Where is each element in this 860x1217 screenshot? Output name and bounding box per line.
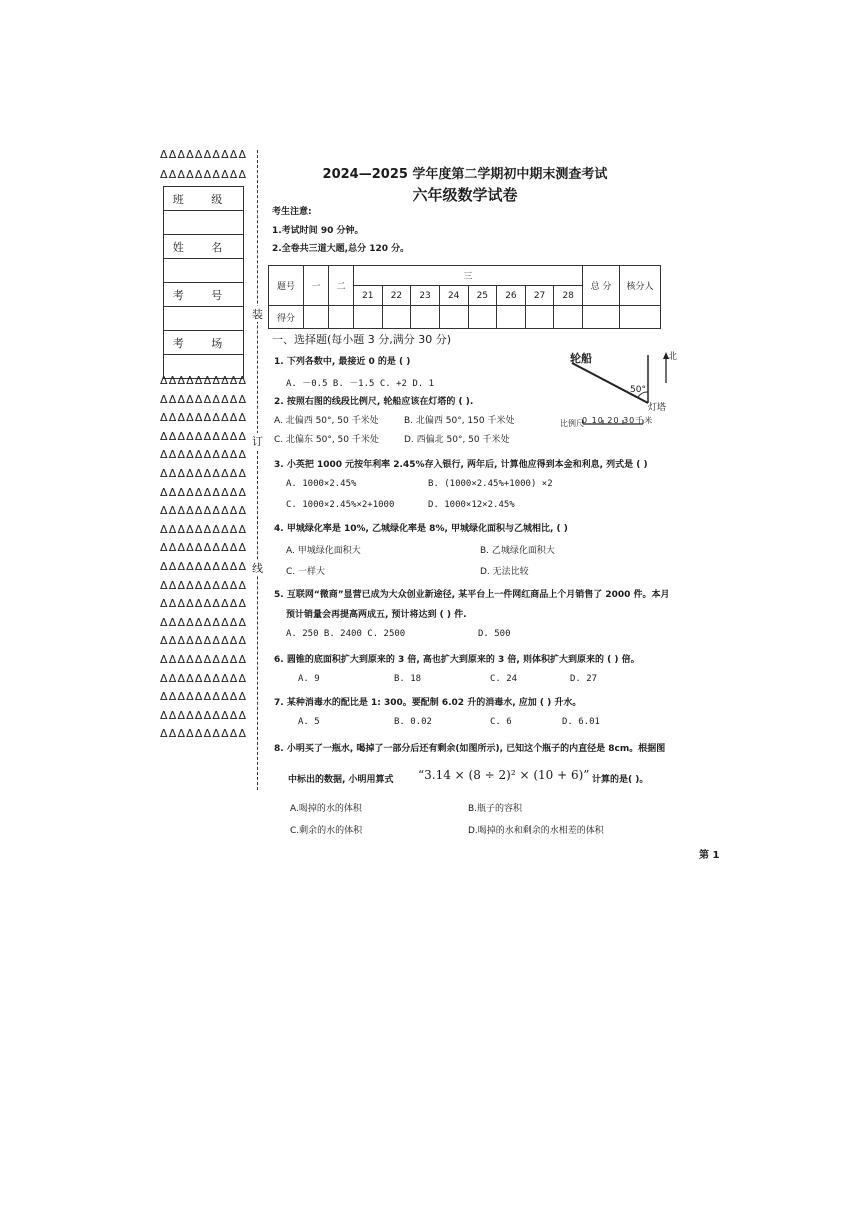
angle-label: 50° [630,385,646,395]
score-table [268,265,661,329]
triangle-border-row: ΔΔΔΔΔΔΔΔΔΔ [160,727,248,741]
triangle-border-row: ΔΔΔΔΔΔΔΔΔΔ [160,168,248,181]
lighthouse-label: 灯塔 [648,403,667,413]
binding-dashed-line [257,150,258,790]
q4-option-c: C. 一样大 [286,567,326,577]
score-cell [468,306,497,329]
triangle-border-row: ΔΔΔΔΔΔΔΔΔΔ [160,653,248,666]
q4-option-d: D. 无法比较 [480,567,529,577]
q6-option-b: B. 18 [394,674,422,684]
q8-option-a: A.喝掉的水的体积 [290,804,362,814]
score-cell [382,306,411,329]
id-label: 考 号 [164,283,244,307]
q2-option-b: B. 北偏西 50°, 150 千米处 [404,416,515,426]
triangle-border-row: ΔΔΔΔΔΔΔΔΔΔ [160,148,248,161]
score-cell [354,306,383,329]
score-cell [329,306,354,329]
q7-option-d: D. 6.01 [562,717,600,727]
page-number: 第 1 [699,850,720,861]
q8-text-line2-post: 计算的是( )。 [592,775,649,785]
name-field [164,259,244,283]
q3-text: 3. 小英把 1000 元按年利率 2.45%存入银行, 两年后, 计算他应得到本金和利息, 列式是 ( ) [274,460,648,470]
scale-label: 比例尺 [560,419,584,428]
q5-text-line1: 5. 互联网“微商”显营已成为大众创业新途径, 某平台上一件网红商品上个月销售了 2000 件。本月 [274,590,670,600]
score-sub-26: 26 [497,286,526,306]
q6-text: 6. 圆锥的底面积扩大到原来的 3 倍, 高也扩大到原来的 3 倍, 则体积扩大到原来的 ( ) 倍。 [274,655,640,665]
q7-text: 7. 某种消毒水的配比是 1: 300。要配制 6.02 升的消毒水, 应加 ( ) 升水。 [274,698,582,708]
notes-line1: 1.考试时间 90 分钟。 [272,226,364,236]
exam-subtitle: 六年级数学试卷 [412,186,518,204]
triangle-border-row: ΔΔΔΔΔΔΔΔΔΔ [160,597,248,611]
score-sub-24: 24 [439,286,468,306]
score-header-label: 题号 [269,266,304,306]
score-sub-21: 21 [354,286,383,306]
score-row-label: 得分 [269,306,304,329]
score-cell [439,306,468,329]
binding-char-ding: 订 [252,435,263,448]
q5-option-d: D. 500 [478,629,511,639]
q6-option-c: C. 24 [490,674,518,684]
score-col-total: 总 分 [583,266,620,306]
q2-option-a: A. 北偏西 50°, 50 千米处 [274,416,379,426]
score-sub-22: 22 [382,286,411,306]
score-cell [620,306,661,329]
q2-text: 2. 按照右图的线段比例尺, 轮船应该在灯塔的 ( ). [274,397,474,407]
direction-figure [560,345,680,435]
notes-line2: 2.全卷共三道大题,总分 120 分。 [272,244,410,254]
triangle-border-row: ΔΔΔΔΔΔΔΔΔΔ [160,708,248,722]
q3-option-b: B. (1000×2.45%+1000) ×2 [428,479,553,489]
triangle-border-row: ΔΔΔΔΔΔΔΔΔΔ [160,467,248,480]
score-col-one: 一 [304,266,329,306]
room-label: 考 场 [164,331,244,355]
q1-options: A. －0.5 B. －1.5 C. +2 D. 1 [286,379,435,389]
triangle-border-row: ΔΔΔΔΔΔΔΔΔΔ [160,411,248,425]
triangle-border-row: ΔΔΔΔΔΔΔΔΔΔ [160,429,248,443]
q3-option-c: C. 1000×2.45%×2+1000 [286,500,395,510]
q4-text: 4. 甲城绿化率是 10%, 乙城绿化率是 8%, 甲城绿化面积与乙城相比, ( ) [274,524,568,534]
triangle-border-row: ΔΔΔΔΔΔΔΔΔΔ [160,392,248,406]
triangle-border-row: ΔΔΔΔΔΔΔΔΔΔ [160,578,248,592]
binding-char-zhuang: 装 [252,308,263,321]
triangle-border-row: ΔΔΔΔΔΔΔΔΔΔ [160,634,248,648]
score-cell [304,306,329,329]
q8-option-d: D.喝掉的水和剩余的水相差的体积 [468,826,604,836]
name-label: 姓 名 [164,235,244,259]
q3-option-d: D. 1000×12×2.45% [428,500,515,510]
score-cell [497,306,526,329]
section1-heading: 一、选择题(每小题 3 分,满分 30 分) [272,333,452,346]
score-col-three: 三 [354,266,583,286]
binding-char-xian: 线 [252,562,263,575]
score-sub-23: 23 [411,286,440,306]
q3-option-a: A. 1000×2.45% [286,479,357,489]
triangle-border-row: ΔΔΔΔΔΔΔΔΔΔ [160,671,248,685]
id-field [164,307,244,331]
score-cell [525,306,554,329]
score-sub-28: 28 [554,286,583,306]
q4-option-a: A. 甲城绿化面积大 [286,546,361,556]
score-sub-27: 27 [525,286,554,306]
triangle-border-row: ΔΔΔΔΔΔΔΔΔΔ [160,522,248,536]
q7-option-b: B. 0.02 [394,717,432,727]
triangle-border-row: ΔΔΔΔΔΔΔΔΔΔ [160,615,248,629]
student-info-table [163,186,244,379]
q7-option-c: C. 6 [490,717,512,727]
score-col-checker: 核分人 [620,266,661,306]
q8-option-b: B.瓶子的容积 [468,804,523,814]
class-field [164,211,244,235]
triangle-border-row: ΔΔΔΔΔΔΔΔΔΔ [160,374,248,387]
q8-option-c: C.剩余的水的体积 [290,826,363,836]
score-cell [411,306,440,329]
q8-formula: “3.14 × (8 ÷ 2)² × (10 + 6)” [418,768,590,782]
exam-title: 2024—2025 学年度第二学期初中期末测查考试 [322,167,608,182]
score-sub-25: 25 [468,286,497,306]
q1-text: 1. 下列各数中, 最接近 0 的是 ( ) [274,357,411,367]
score-cell [583,306,620,329]
notes-heading: 考生注意: [272,207,312,217]
triangle-border-row: ΔΔΔΔΔΔΔΔΔΔ [160,485,248,499]
score-cell [554,306,583,329]
q8-text-line2-pre: 中标出的数据, 小明用算式 [288,775,394,785]
q7-option-a: A. 5 [298,717,320,727]
q8-text-line1: 8. 小明买了一瓶水, 喝掉了一部分后还有剩余(如图所示), 已知这个瓶子的内直径是 8cm。根据图 [274,744,666,754]
ship-line [572,363,648,403]
triangle-border-row: ΔΔΔΔΔΔΔΔΔΔ [160,560,248,573]
q2-option-d: D. 西偏北 50°, 50 千米处 [404,435,510,445]
scale-ticks-text: 0 10 20 30千米 [582,416,654,425]
triangle-border-row: ΔΔΔΔΔΔΔΔΔΔ [160,541,248,555]
north-label: 北 [668,352,678,362]
triangle-border-row: ΔΔΔΔΔΔΔΔΔΔ [160,504,248,518]
ship-label: 轮船 [570,352,592,365]
class-label: 班 级 [164,187,244,211]
triangle-border-row: ΔΔΔΔΔΔΔΔΔΔ [160,448,248,462]
triangle-border-row: ΔΔΔΔΔΔΔΔΔΔ [160,690,248,704]
q4-option-b: B. 乙城绿化面积大 [480,546,555,556]
q2-option-c: C. 北偏东 50°, 50 千米处 [274,435,379,445]
score-col-two: 二 [329,266,354,306]
q5-options-abc: A. 250 B. 2400 C. 2500 [286,629,406,639]
q5-text-line2: 预计销量会再提高两成五, 预计将达到 ( ) 件. [286,610,467,620]
q6-option-d: D. 27 [570,674,598,684]
q6-option-a: A. 9 [298,674,320,684]
